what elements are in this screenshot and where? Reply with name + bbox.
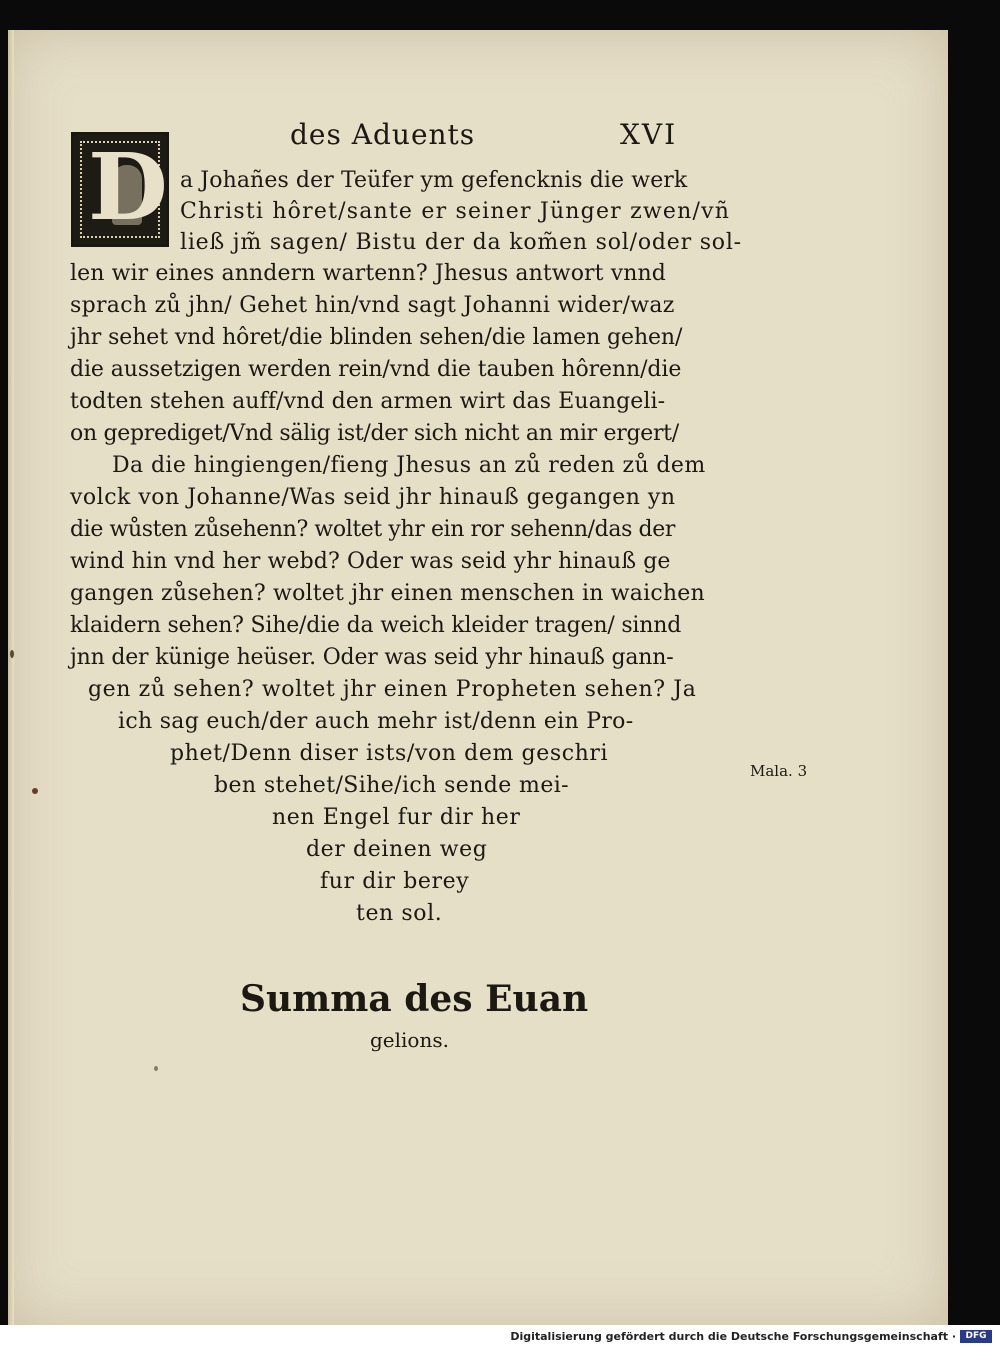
text-line: gangen zůsehen? woltet jhr einen menschen in waichen [70,581,705,606]
text-line: die wůsten zůsehenn? woltet yhr ein ror sehenn/das der [70,517,675,542]
text-line: on geprediget/Vnd sälig ist/der sich nicht an mir ergert/ [70,421,679,446]
book-page [8,30,948,1326]
paper-stain [32,788,38,794]
footer-bar [0,1325,1000,1349]
text-line: Da die hingiengen/fieng Jhesus an zů reden zů dem [112,453,706,478]
text-line: todten stehen auff/vnd den armen wirt das Euangeli- [70,389,666,414]
initial-letter: D [88,133,168,241]
funding-credit: Digitalisierung gefördert durch die Deutsche Forschungsgemeinschaft · [510,1330,956,1343]
text-line: jnn der künige heüser. Oder was seid yhr hinauß gann- [70,645,674,670]
text-line: klaidern sehen? Sihe/die da weich kleider tragen/ sinnd [70,613,682,638]
text-line: len wir eines anndern wartenn? Jhesus antwort vnnd [70,261,666,286]
running-title: des Aduents [290,118,476,151]
text-line: ließ jm̃ sagen/ Bistu der da kom̃en sol/oder sol- [180,230,742,255]
paper-stain [10,650,14,658]
folio-number: XVI [620,118,678,151]
text-line: ich sag euch/der auch mehr ist/denn ein Pro- [118,709,634,734]
text-line: jhr sehet vnd hôret/die blinden sehen/die lamen gehen/ [70,325,683,350]
text-line: der deinen weg [306,837,488,862]
text-line: phet/Denn diser ists/von dem geschri [170,741,609,766]
page-edge [8,30,14,1326]
section-heading-continuation: gelions. [370,1028,449,1052]
marginal-reference: Mala. 3 [750,762,808,780]
text-line: a Johañes der Teüfer ym gefencknis die werk [180,168,688,193]
text-line: volck von Johanne/Was seid jhr hinauß gegangen yn [70,485,676,510]
text-line: fur dir berey [320,869,470,894]
text-line: ten sol. [356,901,443,926]
decorated-initial [71,132,169,247]
section-heading: Summa des Euan [240,978,589,1020]
text-line: nen Engel fur dir her [272,805,521,830]
text-line: Christi hôret/sante er seiner Jünger zwen/vñ [180,199,731,224]
text-line: die aussetzigen werden rein/vnd die tauben hôrenn/die [70,357,682,382]
paper-stain [154,1066,158,1071]
text-line: ben stehet/Sihe/ich sende mei- [214,773,570,798]
text-line: sprach zů jhn/ Gehet hin/vnd sagt Johanni wider/waz [70,293,675,318]
text-line: gen zů sehen? woltet jhr einen Propheten sehen? Ja [88,677,697,702]
text-line: wind hin vnd her webd? Oder was seid yhr hinauß ge [70,549,671,574]
dfg-logo: DFG [960,1330,992,1343]
